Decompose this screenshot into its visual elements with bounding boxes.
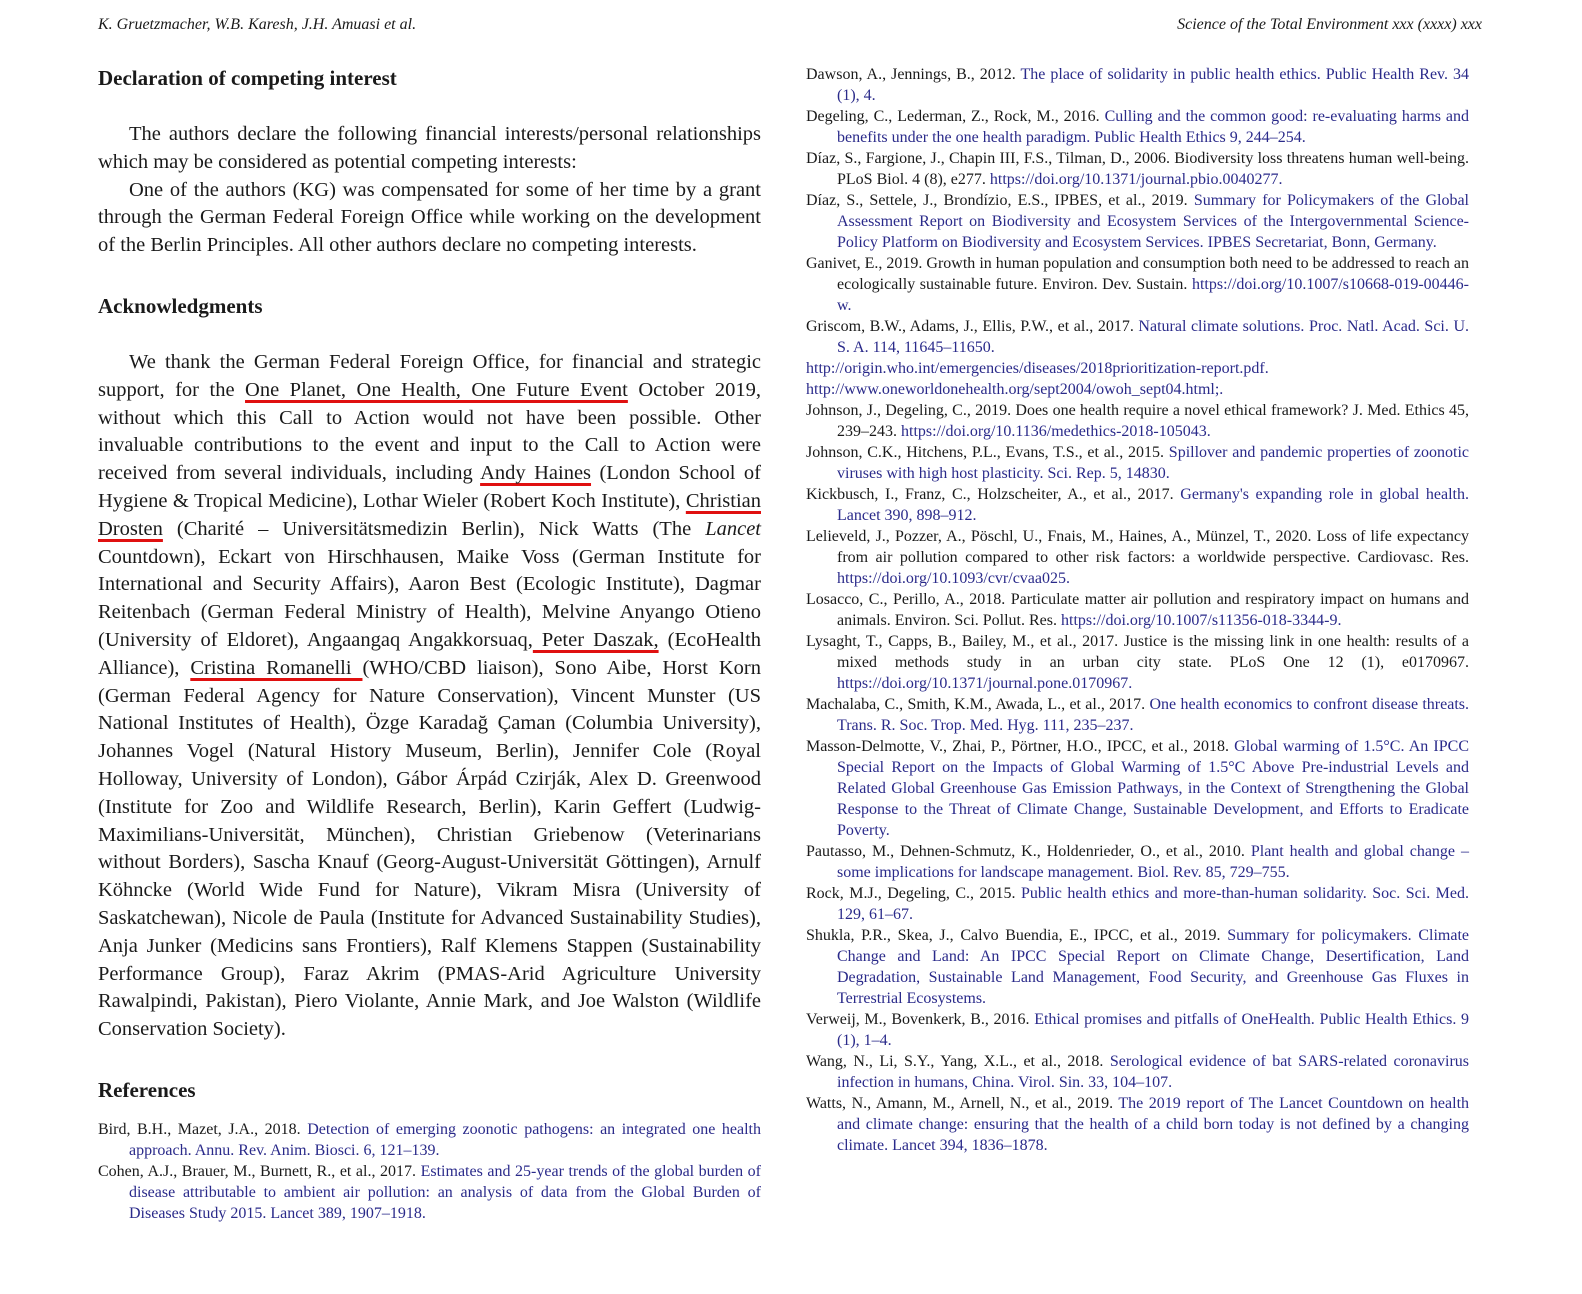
reference-entry bbox=[806, 1093, 1469, 1156]
reference-authors: Degeling, C., Lederman, Z., Rock, M., 2016. bbox=[806, 108, 1105, 125]
reference-entry bbox=[806, 316, 1469, 358]
reference-link[interactable]: Spillover and pandemic properties of zoonotic viruses with high host plasticity. Sci. Rep. 5, 14830. bbox=[837, 444, 1470, 482]
ack-text: We thank the German Federal Foreign Office, for financial and strategic support, for the bbox=[98, 350, 761, 401]
reference-authors: Griscom, B.W., Adams, J., Ellis, P.W., et al., 2017. bbox=[806, 318, 1139, 335]
reference-authors: Johnson, C.K., Hitchens, P.L., Evans, T.S., et al., 2015. bbox=[806, 444, 1169, 461]
underlined-name-daszak: Peter Daszak, bbox=[532, 628, 659, 651]
acknowledgments-heading: Acknowledgments bbox=[98, 293, 263, 318]
acknowledgments-paragraph bbox=[98, 349, 761, 1044]
reference-authors: Verweij, M., Bovenkerk, B., 2016. bbox=[806, 1011, 1035, 1028]
underlined-name-haines: Andy Haines bbox=[480, 462, 592, 485]
reference-link[interactable]: https://doi.org/10.1371/journal.pbio.0040277. bbox=[989, 171, 1283, 188]
references-list-right bbox=[806, 64, 1469, 358]
running-header-journal: Science of the Total Environment xxx (xxxx) xxx bbox=[1177, 16, 1482, 33]
reference-link[interactable]: https://doi.org/10.1136/medethics-2018-105043. bbox=[901, 423, 1211, 440]
reference-entry bbox=[806, 841, 1469, 883]
running-header-authors: K. Gruetzmacher, W.B. Karesh, J.H. Amuasi et al. bbox=[98, 16, 417, 33]
reference-entry bbox=[806, 925, 1469, 1009]
reference-authors: Ganivet, E., 2019. Growth in human population and consumption both need to be addressed to reach an ecologically sustainable future. Environ. Dev. Sustain. bbox=[806, 255, 1469, 293]
reference-authors: Díaz, S., Settele, J., Brondízio, E.S., IPBES, et al., 2019. bbox=[806, 192, 1194, 209]
reference-authors: Pautasso, M., Dehnen-Schmutz, K., Holdenrieder, O., et al., 2010. bbox=[806, 843, 1251, 860]
reference-link[interactable]: Plant health and global change – some implications for landscape management. Biol. Rev. 85, 729–755. bbox=[837, 843, 1469, 881]
reference-entry bbox=[806, 736, 1469, 841]
reference-link[interactable]: Serological evidence of bat SARS-related coronavirus infection in humans, China. Virol. Sin. 33, 104–107. bbox=[837, 1053, 1470, 1091]
reference-link[interactable]: Estimates and 25-year trends of the global burden of disease attributable to ambient air pollution: an analysis of data from the Global Burden of Diseases Study 2015. Lancet 389, 1907–1918. bbox=[129, 1162, 762, 1222]
underlined-event-name: One Planet, One Health, One Future Event bbox=[245, 378, 628, 401]
right-column bbox=[806, 64, 1469, 1156]
reference-authors: Shukla, P.R., Skea, J., Calvo Buendia, E., IPCC, et al., 2019. bbox=[806, 927, 1228, 944]
ack-text: (EcoHealth Alliance), bbox=[98, 628, 762, 679]
reference-entry bbox=[98, 1161, 761, 1224]
reference-link[interactable]: https://doi.org/10.1093/cvr/cvaa025. bbox=[837, 570, 1071, 587]
reference-url[interactable]: http://origin.who.int/emergencies/diseases/2018prioritization-report.pdf. bbox=[806, 360, 1269, 377]
reference-link[interactable]: Germany's expanding role in global health. Lancet 390, 898–912. bbox=[837, 486, 1469, 524]
reference-entry bbox=[806, 442, 1469, 484]
reference-authors: Watts, N., Amann, M., Arnell, N., et al., 2019. bbox=[806, 1095, 1119, 1112]
reference-entry bbox=[806, 1009, 1469, 1051]
reference-authors: Rock, M.J., Degeling, C., 2015. bbox=[806, 885, 1021, 902]
reference-authors: Machalaba, C., Smith, K.M., Awada, L., et al., 2017. bbox=[806, 696, 1150, 713]
reference-entry bbox=[806, 1051, 1469, 1093]
ack-text: Countdown), Eckart von Hirschhausen, Maike Voss (German Institute for International and Security Affairs), Aaron Best (Ecologic Institute), Dagmar Reitenbach (German Federal Ministry of Health), Melvine Anyango Otieno (University of Eldoret), Angaangaq Angakkorsuaq, bbox=[98, 545, 761, 651]
reference-link[interactable]: Global warming of 1.5°C. An IPCC Special Report on the Impacts of Global Warming of 1.5°C Above Pre-industrial Levels and Related Global Greenhouse Gas Emission Pathways, in the Context of Strengthening the Global Response to the Threat of Climate Change, Sustainable Development, and Efforts to Eradicate Poverty. bbox=[837, 738, 1470, 839]
reference-entry bbox=[806, 64, 1469, 106]
reference-entry bbox=[806, 589, 1469, 631]
reference-authors: Díaz, S., Fargione, J., Chapin III, F.S., Tilman, D., 2006. Biodiversity loss threatens human well-being. PLoS Biol. 4 (8), e277. bbox=[806, 150, 1469, 188]
ack-italic-lancet: Lancet bbox=[705, 517, 761, 540]
reference-link[interactable]: Ethical promises and pitfalls of OneHealth. Public Health Ethics. 9 (1), 1–4. bbox=[837, 1011, 1469, 1049]
reference-authors: Lelieveld, J., Pozzer, A., Pöschl, U., Fnais, M., Haines, A., Münzel, T., 2020. Loss of life expectancy from air pollution compared to other risk factors: a worldwide perspective. Cardiovasc. Res. bbox=[806, 528, 1469, 566]
reference-link[interactable]: https://doi.org/10.1371/journal.pone.0170967. bbox=[837, 675, 1133, 692]
reference-entry bbox=[806, 883, 1469, 925]
reference-link[interactable]: One health economics to confront disease threats. Trans. R. Soc. Trop. Med. Hyg. 111, 235–237. bbox=[837, 696, 1470, 734]
reference-entry bbox=[98, 1119, 761, 1161]
reference-authors: Kickbusch, I., Franz, C., Holzscheiter, A., et al., 2017. bbox=[806, 486, 1181, 503]
reference-link[interactable]: Public health ethics and more-than-human solidarity. Soc. Sci. Med. 129, 61–67. bbox=[837, 885, 1470, 923]
references-url-list bbox=[806, 358, 1469, 400]
reference-authors: Masson-Delmotte, V., Zhai, P., Pörtner, H.O., IPCC, et al., 2018. bbox=[806, 738, 1235, 755]
ack-text: (WHO/CBD liaison), Sono Aibe, Horst Korn (German Federal Agency for Nature Conservation), Vincent Munster (US National Institutes of Health), Özge Karadağ Çaman (Columbia University), Johannes Vogel (Natural History Museum, Berlin), Jennifer Cole (Royal Holloway, University of London), Gábor Árpád Czirják, Alex D. Greenwood (Institute for Zoo and Wildlife Research, Berlin), Karin Geffert (Ludwig-Maximilians-Universität, München), Christian Griebenow (Veterinarians without Borders), Sascha Knauf (Georg-August-Universität Göttingen), Arnulf Köhncke (World Wide Fund for Nature), Vikram Misra (University of Saskatchewan), Nicole de Paula (Institute for Advanced Sustainability Studies), Anja Junker (Medicins sans Frontiers), Ralf Klemens Stappen (Sustainability Performance Group), Faraz Akrim (PMAS-Arid Agriculture University Rawalpindi, Pakistan), Piero Violante, Annie Mark, and Joe Walston (Wildlife Conservation Society). bbox=[98, 656, 761, 1041]
reference-authors: Wang, N., Li, S.Y., Yang, X.L., et al., 2018. bbox=[806, 1053, 1110, 1070]
competing-paragraph-1: The authors declare the following financial interests/personal relationships which may be considered as potential competing interests: bbox=[98, 123, 761, 173]
reference-url[interactable]: http://www.oneworldonehealth.org/sept2004/owoh_sept04.html;. bbox=[806, 381, 1224, 398]
reference-entry bbox=[806, 148, 1469, 190]
left-column bbox=[98, 62, 761, 1224]
reference-entry bbox=[806, 253, 1469, 316]
reference-link[interactable]: Natural climate solutions. Proc. Natl. Acad. Sci. U. S. A. 114, 11645–11650. bbox=[837, 318, 1469, 356]
reference-link[interactable]: Summary for policymakers. Climate Change and Land: An IPCC Special Report on Climate Change, Desertification, Land Degradation, Sustainable Land Management, Food Security, and Greenhouse Gas Fluxes in Terrestrial Ecosystems. bbox=[837, 927, 1469, 1007]
reference-link[interactable]: Detection of emerging zoonotic pathogens: an integrated one health approach. Annu. Rev. Anim. Biosci. 6, 121–139. bbox=[129, 1120, 761, 1159]
reference-authors: Johnson, J., Degeling, C., 2019. Does one health require a novel ethical framework? J. Med. Ethics 45, 239–243. bbox=[806, 402, 1469, 440]
underlined-name-romanelli: Cristina Romanelli bbox=[190, 656, 363, 679]
ack-text: (Charité – Universitätsmedizin Berlin), Nick Watts (The bbox=[162, 517, 706, 540]
reference-link[interactable]: The 2019 report of The Lancet Countdown on health and climate change: ensuring that the health of a child born today is not defined by a changing climate. Lancet 394, 1836–1878. bbox=[837, 1095, 1470, 1154]
reference-link[interactable]: Summary for Policymakers of the Global Assessment Report on Biodiversity and Ecosystem Services of the Intergovernmental Science-Policy Platform on Biodiversity and Ecosystem Services. IPBES Secretariat, Bonn, Germany. bbox=[837, 192, 1470, 251]
competing-interest-heading: Declaration of competing interest bbox=[98, 66, 397, 90]
competing-paragraph-2: One of the authors (KG) was compensated for some of her time by a grant through the German Federal Foreign Office while working on the development of the Berlin Principles. All other authors declare no competing interests. bbox=[98, 178, 761, 257]
reference-entry bbox=[806, 526, 1469, 589]
references-list-right-continued bbox=[806, 400, 1469, 1156]
reference-link[interactable]: https://doi.org/10.1007/s10668-019-00446-w. bbox=[837, 276, 1469, 314]
reference-authors: Dawson, A., Jennings, B., 2012. bbox=[806, 66, 1021, 83]
reference-authors: Cohen, A.J., Brauer, M., Burnett, R., et al., 2017. bbox=[98, 1162, 421, 1180]
reference-authors: Lysaght, T., Capps, B., Bailey, M., et al., 2017. Justice is the missing link in one health: results of a mixed methods study in an urban city state. PLoS One 12 (1), e0170967. bbox=[806, 633, 1469, 671]
references-heading: References bbox=[98, 1077, 196, 1102]
reference-link[interactable]: https://doi.org/10.1007/s11356-018-3344-9. bbox=[1061, 612, 1342, 629]
reference-authors: Bird, B.H., Mazet, J.A., 2018. bbox=[98, 1120, 308, 1138]
reference-entry bbox=[806, 190, 1469, 253]
reference-link[interactable]: The place of solidarity in public health ethics. Public Health Rev. 34 (1), 4. bbox=[837, 66, 1470, 104]
reference-entry bbox=[806, 694, 1469, 736]
reference-entry bbox=[806, 106, 1469, 148]
reference-link[interactable]: Culling and the common good: re-evaluating harms and benefits under the one health paradigm. Public Health Ethics 9, 244–254. bbox=[837, 108, 1469, 146]
ack-text: October 2019, without which this Call to Action would not have been possible. Other invaluable contributions to the event and input to the Call to Action were received from several individuals, including bbox=[98, 378, 761, 485]
references-list-left bbox=[98, 1119, 761, 1224]
reference-authors: Losacco, C., Perillo, A., 2018. Particulate matter air pollution and respiratory impact on humans and animals. Environ. Sci. Pollut. Res. bbox=[806, 591, 1469, 629]
reference-entry bbox=[806, 631, 1469, 694]
reference-entry bbox=[806, 400, 1469, 442]
ack-text: (London School of Hygiene & Tropical Medicine), Lothar Wieler (Robert Koch Institute), bbox=[98, 462, 761, 512]
reference-entry bbox=[806, 484, 1469, 526]
underlined-name-drosten: Christian Drosten bbox=[98, 489, 761, 540]
